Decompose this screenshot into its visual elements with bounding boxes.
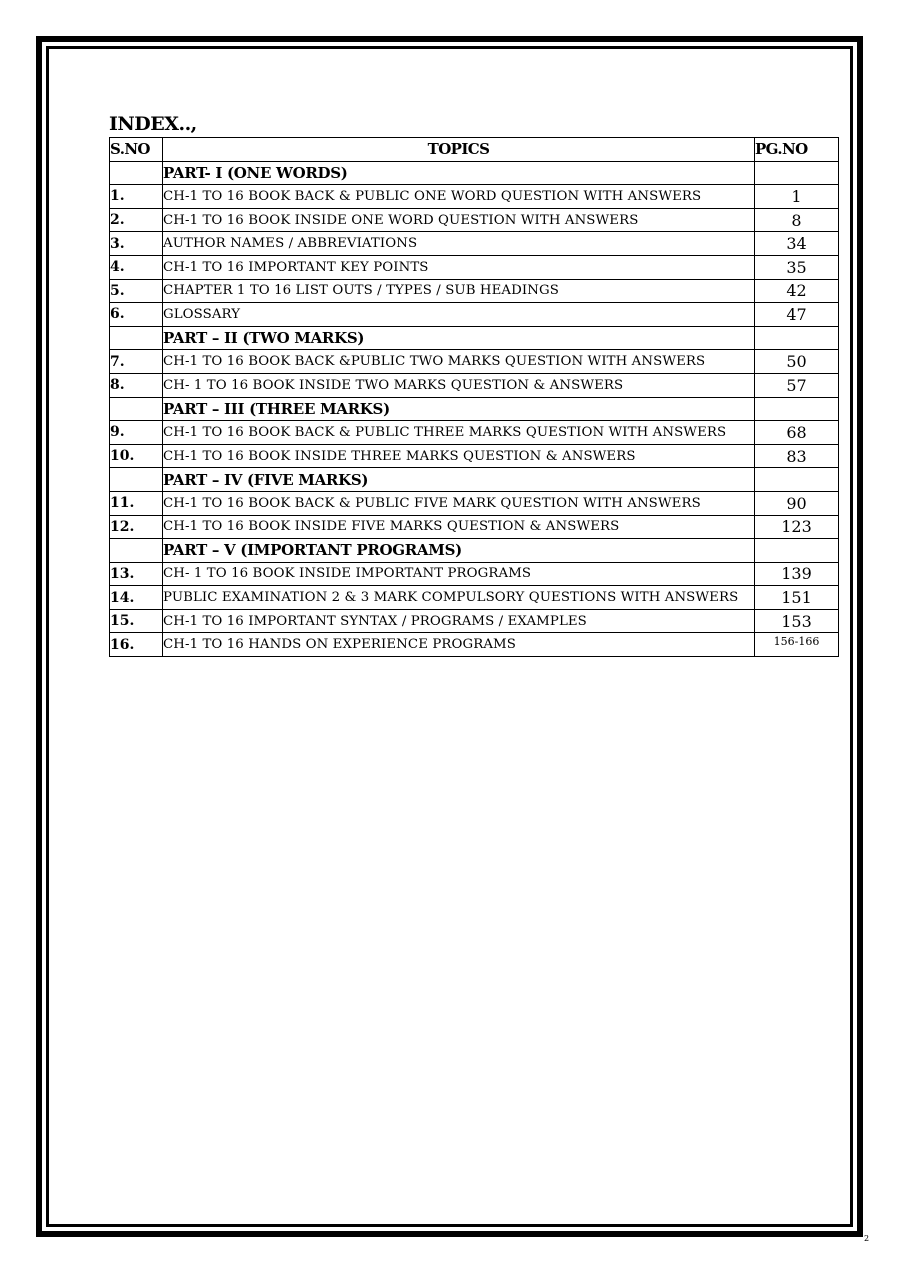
page-number-cell: 153 <box>755 609 839 633</box>
table-row <box>110 185 839 209</box>
serial-number: 11. <box>110 491 163 515</box>
part-heading-row <box>110 326 839 350</box>
serial-number <box>110 161 163 185</box>
page-number-cell: 1 <box>755 185 839 209</box>
page-number-cell <box>755 468 839 492</box>
table-row <box>110 373 839 397</box>
serial-number: 4. <box>110 255 163 279</box>
serial-number: 3. <box>110 232 163 256</box>
index-title: INDEX.., <box>109 113 197 135</box>
topic-text: CH-1 TO 16 BOOK INSIDE ONE WORD QUESTION WITH ANSWERS <box>163 208 755 232</box>
serial-number: 2. <box>110 208 163 232</box>
topic-text: GLOSSARY <box>163 303 755 327</box>
table-row <box>110 350 839 374</box>
index-table <box>109 137 839 657</box>
page-number-cell: 123 <box>755 515 839 539</box>
page-number-cell: 8 <box>755 208 839 232</box>
page-number-cell: 34 <box>755 232 839 256</box>
serial-number <box>110 326 163 350</box>
part-title: PART – IV (FIVE MARKS) <box>163 468 755 492</box>
page-number-cell <box>755 326 839 350</box>
serial-number: 6. <box>110 303 163 327</box>
header-sno: S.NO <box>110 138 163 162</box>
serial-number: 10. <box>110 444 163 468</box>
serial-number: 8. <box>110 373 163 397</box>
topic-text: CH-1 TO 16 BOOK INSIDE THREE MARKS QUESTION & ANSWERS <box>163 444 755 468</box>
topic-text: CH-1 TO 16 BOOK BACK & PUBLIC ONE WORD QUESTION WITH ANSWERS <box>163 185 755 209</box>
table-row <box>110 491 839 515</box>
part-heading-row <box>110 468 839 492</box>
page-number-cell: 35 <box>755 255 839 279</box>
page-number-cell: 47 <box>755 303 839 327</box>
page-number: 2 <box>864 1234 870 1243</box>
topic-text: CH-1 TO 16 BOOK BACK & PUBLIC THREE MARKS QUESTION WITH ANSWERS <box>163 421 755 445</box>
topic-text: PUBLIC EXAMINATION 2 & 3 MARK COMPULSORY QUESTIONS WITH ANSWERS <box>163 586 755 610</box>
table-row <box>110 633 839 657</box>
table-row <box>110 515 839 539</box>
topic-text: CH-1 TO 16 BOOK INSIDE FIVE MARKS QUESTION & ANSWERS <box>163 515 755 539</box>
page-number-cell: 156-166 <box>755 633 839 657</box>
part-title: PART- I (ONE WORDS) <box>163 161 755 185</box>
part-title: PART – III (THREE MARKS) <box>163 397 755 421</box>
serial-number: 14. <box>110 586 163 610</box>
topic-text: CH-1 TO 16 IMPORTANT SYNTAX / PROGRAMS / EXAMPLES <box>163 609 755 633</box>
topic-text: CHAPTER 1 TO 16 LIST OUTS / TYPES / SUB HEADINGS <box>163 279 755 303</box>
serial-number: 15. <box>110 609 163 633</box>
page-number-cell <box>755 397 839 421</box>
table-header-row <box>110 138 839 162</box>
topic-text: CH-1 TO 16 IMPORTANT KEY POINTS <box>163 255 755 279</box>
index-table-body <box>110 161 839 656</box>
part-heading-row <box>110 161 839 185</box>
table-row <box>110 208 839 232</box>
page-number-cell: 42 <box>755 279 839 303</box>
serial-number: 16. <box>110 633 163 657</box>
topic-text: CH-1 TO 16 BOOK BACK &PUBLIC TWO MARKS QUESTION WITH ANSWERS <box>163 350 755 374</box>
page-number-cell: 139 <box>755 562 839 586</box>
part-heading-row <box>110 539 839 563</box>
topic-text: CH- 1 TO 16 BOOK INSIDE IMPORTANT PROGRAMS <box>163 562 755 586</box>
serial-number: 5. <box>110 279 163 303</box>
page-number-cell: 151 <box>755 586 839 610</box>
table-row <box>110 562 839 586</box>
serial-number <box>110 539 163 563</box>
topic-text: CH- 1 TO 16 BOOK INSIDE TWO MARKS QUESTION & ANSWERS <box>163 373 755 397</box>
table-row <box>110 232 839 256</box>
table-row <box>110 586 839 610</box>
table-row <box>110 279 839 303</box>
part-title: PART – II (TWO MARKS) <box>163 326 755 350</box>
topic-text: AUTHOR NAMES / ABBREVIATIONS <box>163 232 755 256</box>
topic-text: CH-1 TO 16 HANDS ON EXPERIENCE PROGRAMS <box>163 633 755 657</box>
serial-number: 12. <box>110 515 163 539</box>
header-pgno: PG.NO <box>755 138 839 162</box>
serial-number <box>110 397 163 421</box>
page-number-cell <box>755 539 839 563</box>
table-row <box>110 609 839 633</box>
page-number-cell: 68 <box>755 421 839 445</box>
serial-number: 9. <box>110 421 163 445</box>
page-number-cell: 83 <box>755 444 839 468</box>
part-heading-row <box>110 397 839 421</box>
table-row <box>110 444 839 468</box>
table-row <box>110 303 839 327</box>
serial-number: 13. <box>110 562 163 586</box>
page-number-cell <box>755 161 839 185</box>
page-number-cell: 90 <box>755 491 839 515</box>
part-title: PART – V (IMPORTANT PROGRAMS) <box>163 539 755 563</box>
header-topics: TOPICS <box>163 138 755 162</box>
table-row <box>110 255 839 279</box>
page-number-cell: 50 <box>755 350 839 374</box>
page-number-cell: 57 <box>755 373 839 397</box>
table-row <box>110 421 839 445</box>
serial-number <box>110 468 163 492</box>
topic-text: CH-1 TO 16 BOOK BACK & PUBLIC FIVE MARK QUESTION WITH ANSWERS <box>163 491 755 515</box>
serial-number: 7. <box>110 350 163 374</box>
serial-number: 1. <box>110 185 163 209</box>
